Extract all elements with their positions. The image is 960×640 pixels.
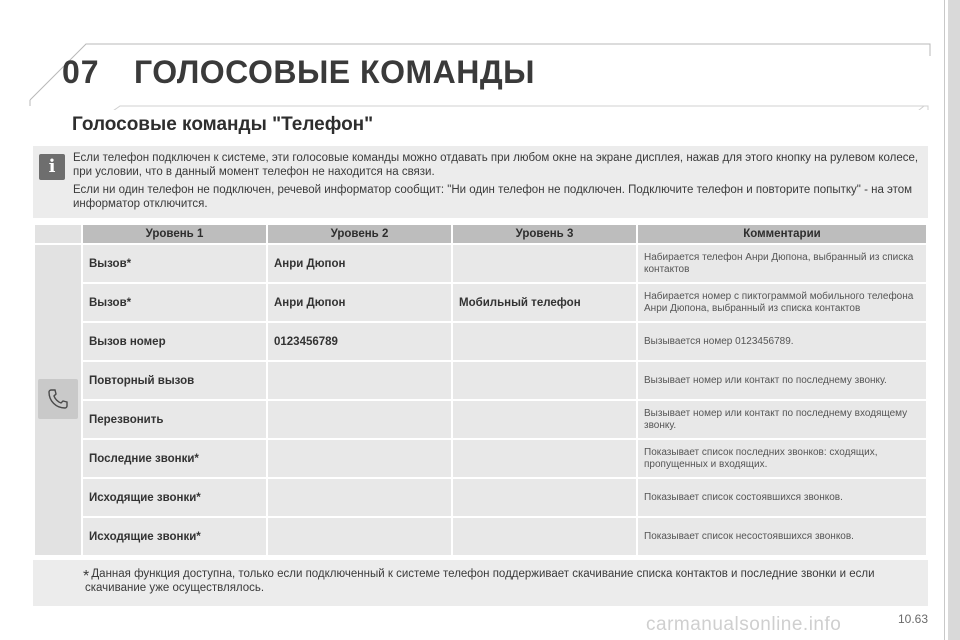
footnote-star: *	[83, 568, 90, 585]
row-level-3	[453, 362, 636, 399]
chapter-number: 07	[62, 54, 100, 90]
row-comment: Показывает список несостоявшихся звонков.	[638, 518, 926, 555]
row-level-3	[453, 323, 636, 360]
table-row	[35, 362, 926, 399]
voice-commands-table	[33, 223, 928, 557]
row-level-3: Мобильный телефон	[453, 284, 636, 321]
footnote-box	[33, 560, 928, 606]
row-level-3	[453, 440, 636, 477]
row-comment: Показывает список последних звонков: сходящих, пропущенных и входящих.	[638, 440, 926, 477]
row-comment: Вызывает номер или контакт по последнему входящему звонку.	[638, 401, 926, 438]
row-level-1: Исходящие звонки*	[83, 518, 266, 555]
table-row	[35, 401, 926, 438]
phone-icon	[38, 379, 78, 419]
table-row	[35, 518, 926, 555]
row-level-3	[453, 518, 636, 555]
row-comment: Вызывается номер 0123456789.	[638, 323, 926, 360]
row-level-2: Анри Дюпон	[268, 245, 451, 282]
row-level-3	[453, 401, 636, 438]
row-level-3	[453, 479, 636, 516]
row-level-2	[268, 362, 451, 399]
info-icon: i	[39, 154, 65, 180]
section-title: Голосовые команды "Телефон"	[72, 114, 374, 135]
row-level-1: Последние звонки*	[83, 440, 266, 477]
row-level-1: Повторный вызов	[83, 362, 266, 399]
info-paragraph: Если телефон подключен к системе, эти голосовые команды можно отдавать при любом окне на экране дисплея, нажав для этого кнопку на рулевом колесе, при условии, что в данный момент телефон не находится на связи.	[73, 152, 919, 178]
row-level-2: Анри Дюпон	[268, 284, 451, 321]
edge-strip	[948, 0, 960, 640]
page-number: 10.63	[898, 612, 929, 626]
phone-icon-cell	[35, 245, 81, 555]
info-paragraph: Если ни один телефон не подключен, речевой информатор сообщит: "Ни один телефон не подключен. Подключите телефон и повторите попытку" - на этом информатор отключится.	[73, 184, 913, 210]
header-level-2: Уровень 2	[268, 225, 451, 243]
table-row	[35, 245, 926, 282]
footnote-body: Данная функция доступна, только если подключенный к системе телефон поддерживает скачивание списка контактов и последние звонки и если скачивание уже осуществлялось.	[85, 568, 875, 594]
footnote-text	[85, 568, 915, 595]
edge-line	[944, 0, 945, 640]
row-level-1: Вызов*	[83, 245, 266, 282]
table-row	[35, 479, 926, 516]
table-row	[35, 284, 926, 321]
row-level-1: Вызов номер	[83, 323, 266, 360]
row-level-2	[268, 401, 451, 438]
row-level-3	[453, 245, 636, 282]
row-comment: Вызывает номер или контакт по последнему звонку.	[638, 362, 926, 399]
row-level-2	[268, 440, 451, 477]
table-row	[35, 440, 926, 477]
chapter-title: ГОЛОСОВЫЕ КОМАНДЫ	[134, 54, 535, 90]
row-level-1: Перезвонить	[83, 401, 266, 438]
row-comment: Набирается номер с пиктограммой мобильного телефона Анри Дюпона, выбранный из списка контактов	[638, 284, 926, 321]
row-level-2	[268, 479, 451, 516]
row-level-2: 0123456789	[268, 323, 451, 360]
row-level-1: Вызов*	[83, 284, 266, 321]
row-comment: Показывает список состоявшихся звонков.	[638, 479, 926, 516]
table-row	[35, 323, 926, 360]
header-level-3: Уровень 3	[453, 225, 636, 243]
header-comments: Комментарии	[638, 225, 926, 243]
info-text	[73, 152, 923, 211]
table-header-row	[35, 225, 926, 243]
info-box	[33, 146, 928, 218]
row-level-1: Исходящие звонки*	[83, 479, 266, 516]
header-blank	[35, 225, 81, 243]
row-comment: Набирается телефон Анри Дюпона, выбранный из списка контактов	[638, 245, 926, 282]
watermark: carmanualsonline.info	[646, 614, 842, 635]
row-level-2	[268, 518, 451, 555]
header-level-1: Уровень 1	[83, 225, 266, 243]
